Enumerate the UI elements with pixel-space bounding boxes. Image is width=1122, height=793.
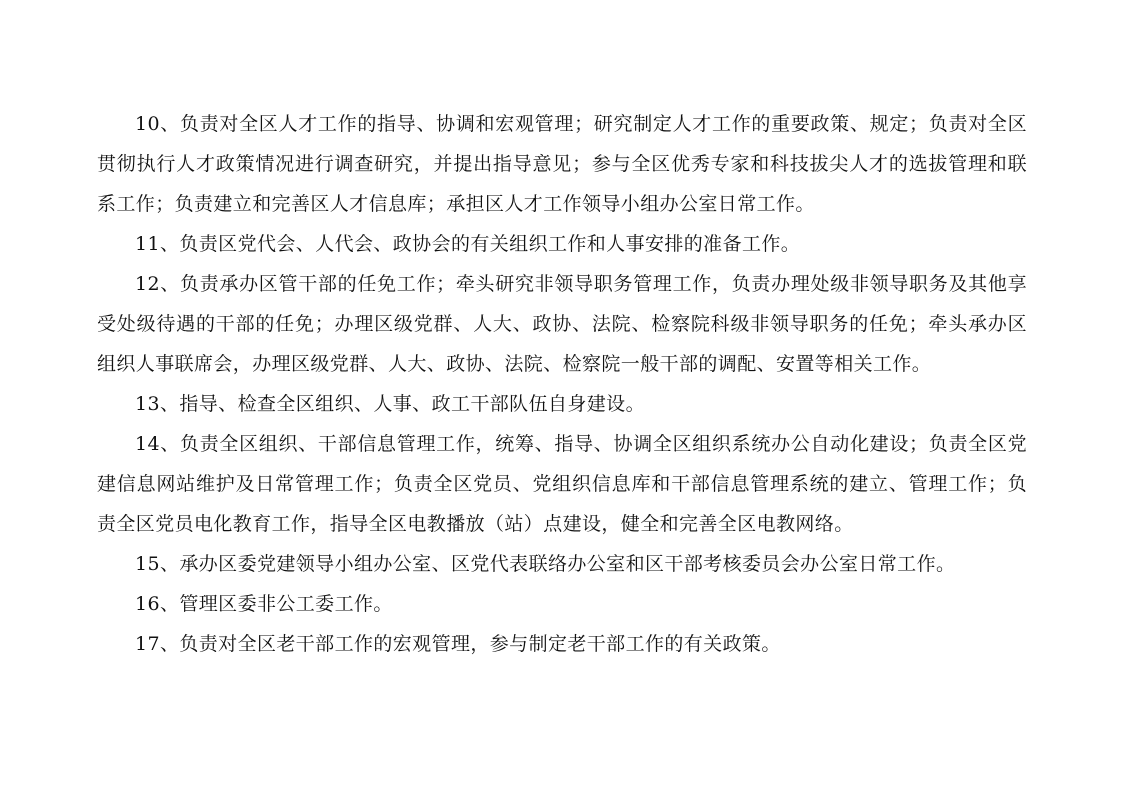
- paragraph-10: 10、负责对全区人才工作的指导、协调和宏观管理；研究制定人才工作的重要政策、规定；负责对全区贯彻执行人才政策情况进行调查研究，并提出指导意见；参与全区优秀专家和科技拔尖人才的选拔管理和联系工作；负责建立和完善区人才信息库；承担区人才工作领导小组办公室日常工作。: [97, 113, 1027, 215]
- paragraph-13: 13、指导、检查全区组织、人事、政工干部队伍自身建设。: [135, 393, 645, 415]
- paragraph-14: 14、负责全区组织、干部信息管理工作，统筹、指导、协调全区组织系统办公自动化建设；负责全区党建信息网站维护及日常管理工作；负责全区党员、党组织信息库和干部信息管理系统的建立、管理工作；负责全区党员电化教育工作，指导全区电教播放（站）点建设，健全和完善全区电教网络。: [97, 433, 1027, 535]
- document-body: [97, 104, 1027, 664]
- paragraph-12: 12、负责承办区管干部的任免工作；牵头研究非领导职务管理工作，负责办理处级非领导职务及其他享受处级待遇的干部的任免；办理区级党群、人大、政协、法院、检察院科级非领导职务的任免；牵头承办区组织人事联席会，办理区级党群、人大、政协、法院、检察院一般干部的调配、安置等相关工作。: [97, 273, 1027, 375]
- paragraph-17: 17、负责对全区老干部工作的宏观管理，参与制定老干部工作的有关政策。: [135, 633, 781, 655]
- paragraph-11: 11、负责区党代会、人代会、政协会的有关组织工作和人事安排的准备工作。: [135, 233, 801, 255]
- paragraph-16: 16、管理区委非公工委工作。: [135, 593, 393, 615]
- paragraph-15: 15、承办区委党建领导小组办公室、区党代表联络办公室和区干部考核委员会办公室日常工作。: [135, 553, 956, 575]
